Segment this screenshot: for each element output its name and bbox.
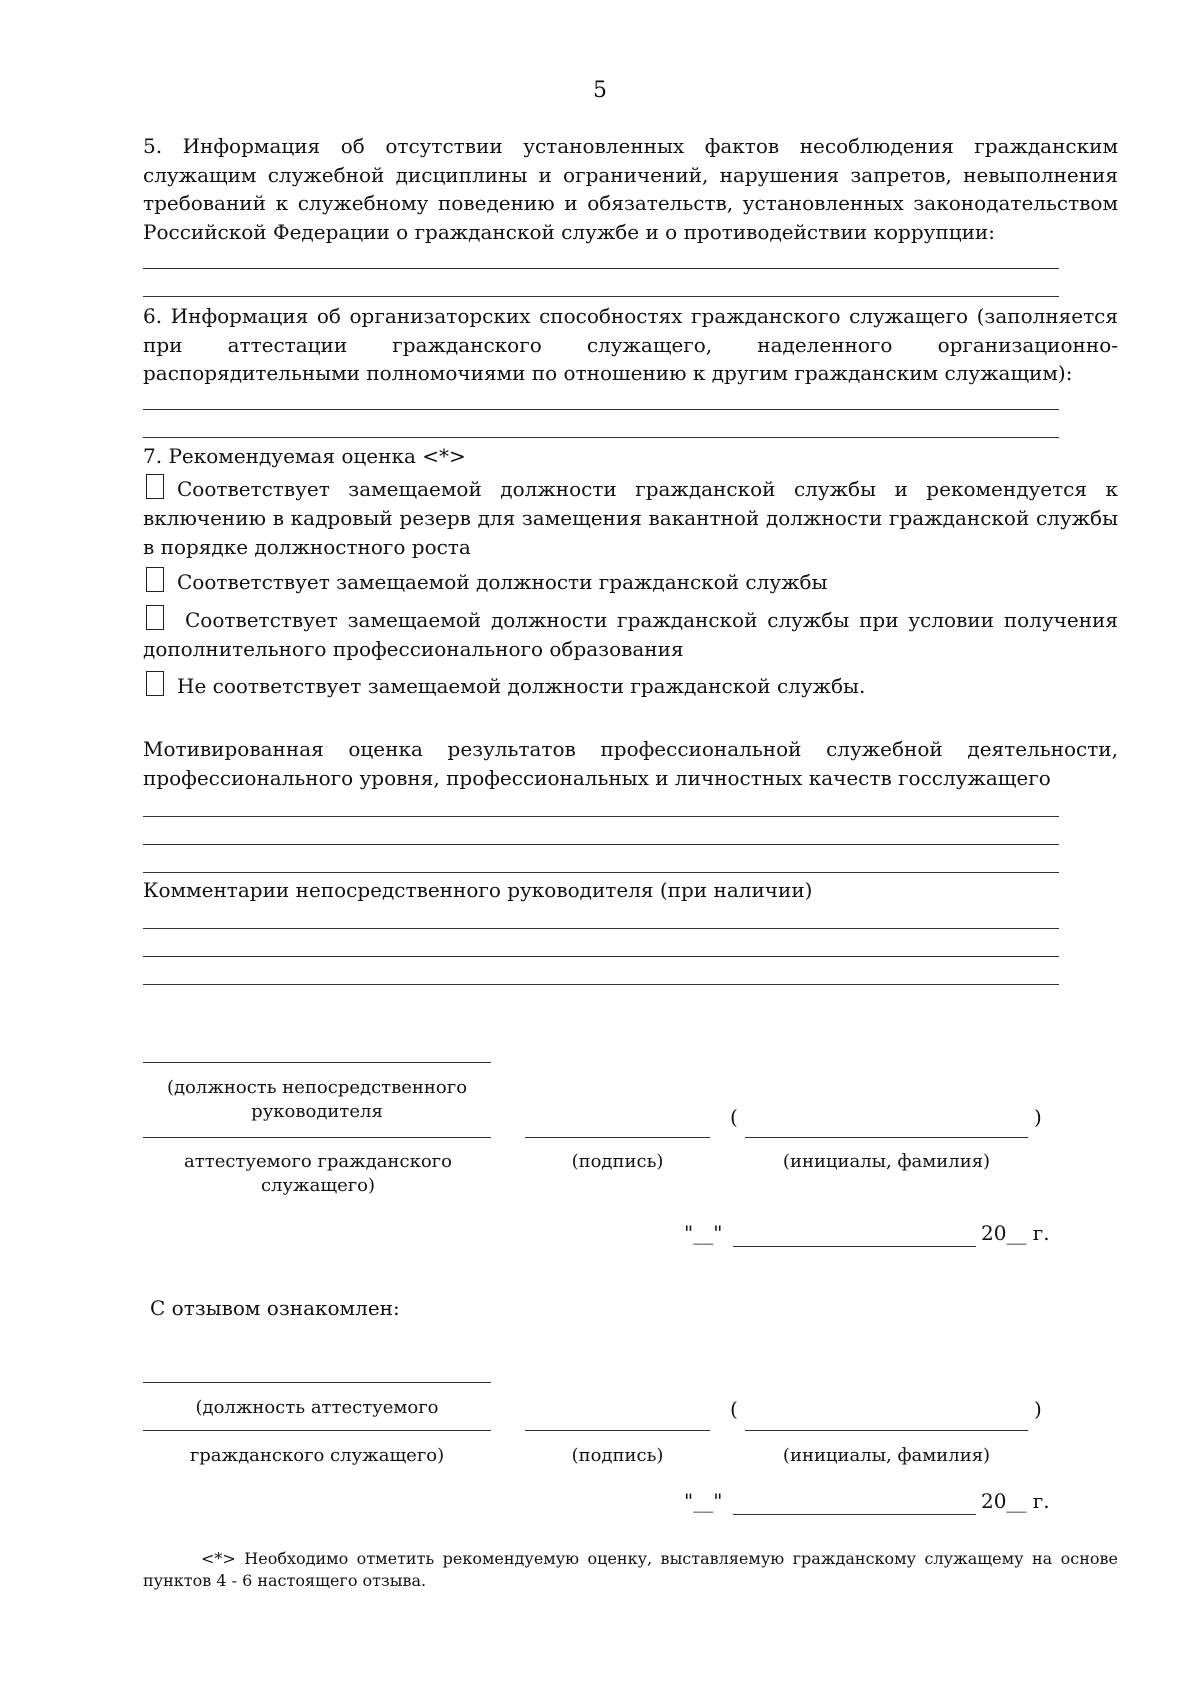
sig1-paren-close: ) (1034, 1105, 1042, 1129)
section-5-line-1 (143, 268, 1059, 269)
sig2-paren-close: ) (1034, 1397, 1042, 1421)
sig1-position-caption-1: (должность непосредственного руководителя (166, 1077, 468, 1122)
sig1-name-line (745, 1137, 1028, 1138)
option-2-text (143, 568, 1118, 597)
sig2-position-caption-1: (должность аттестуемого (195, 1397, 439, 1418)
section-6-line-1 (143, 409, 1059, 410)
comments-line-1 (143, 928, 1059, 929)
motivated-line-2 (143, 844, 1059, 845)
option-2-label: Соответствует замещаемой должности гражданской службы (177, 570, 828, 594)
option-3-label: Соответствует замещаемой должности гражданской службы при условии получения дополнительного профессионального образования (143, 608, 1118, 661)
sig1-date-year: 20__ г. (981, 1221, 1050, 1245)
sig1-date-day: "__" (684, 1221, 723, 1245)
option-4-text (143, 672, 1118, 701)
sig1-signature-caption: (подпись) (571, 1151, 664, 1172)
sig2-position-line (143, 1430, 491, 1431)
option-4-label: Не соответствует замещаемой должности гражданской службы. (177, 674, 866, 698)
sig1-signature-line (525, 1137, 710, 1138)
sig2-signature-line (525, 1430, 710, 1431)
option-3-text (143, 606, 1118, 664)
sig1-position-caption-2: аттестуемого гражданского служащего) (184, 1151, 452, 1196)
sig2-date-day: "__" (684, 1489, 723, 1513)
section-6-line-2 (143, 437, 1059, 438)
sig2-name-line (745, 1430, 1028, 1431)
sig1-date-month-line (733, 1246, 976, 1247)
motivated-line-3 (143, 872, 1059, 873)
acknowledged-label: С отзывом ознакомлен: (150, 1296, 400, 1320)
section-6-text: 6. Информация об организаторских способностях гражданского служащего (заполняется при аттестации гражданского служащего, наделенного организационно-распорядительными полномочиями по отношению к другим гражданским служащим): (143, 304, 1118, 385)
page-number: 5 (593, 78, 607, 103)
sig1-name-caption: (инициалы, фамилия) (782, 1151, 991, 1172)
sig2-date-month-line (733, 1514, 976, 1515)
section-7-heading: 7. Рекомендуемая оценка <*> (143, 444, 466, 468)
comments-line-2 (143, 956, 1059, 957)
sig1-position-line (143, 1137, 491, 1138)
sig2-signature-caption: (подпись) (571, 1445, 664, 1466)
comments-label: Комментарии непосредственного руководителя (при наличии) (143, 878, 813, 902)
sig2-position-line-top (143, 1382, 491, 1383)
sig1-position-line-top (143, 1062, 491, 1063)
option-1-text (143, 475, 1118, 562)
sig2-name-caption: (инициалы, фамилия) (782, 1445, 991, 1466)
sig2-date-year: 20__ г. (981, 1489, 1050, 1513)
sig2-position-caption-2: гражданского служащего) (189, 1445, 445, 1466)
sig2-paren-open: ( (730, 1397, 738, 1421)
sig1-paren-open: ( (730, 1105, 738, 1129)
motivated-line-1 (143, 816, 1059, 817)
motivated-assessment-text: Мотивированная оценка результатов профессиональной служебной деятельности, профессионального уровня, профессиональных и личностных качеств госслужащего (143, 737, 1118, 790)
footnote-text: <*> Необходимо отметить рекомендуемую оценку, выставляемую гражданскому служащему на основе пунктов 4 - 6 настоящего отзыва. (143, 1549, 1118, 1590)
section-5-text: 5. Информация об отсутствии установленных фактов несоблюдения гражданским служащим служебной дисциплины и ограничений, нарушения запретов, невыполнения требований к служебному поведению и обязательств, установленных законодательством Российской Федерации о гражданской службе и о противодействии коррупции: (143, 134, 1118, 244)
comments-line-3 (143, 984, 1059, 985)
option-1-label: Соответствует замещаемой должности гражданской службы и рекомендуется к включению в кадровый резерв для замещения вакантной должности гражданской службы в порядке должностного роста (143, 477, 1118, 559)
section-5-line-2 (143, 296, 1059, 297)
